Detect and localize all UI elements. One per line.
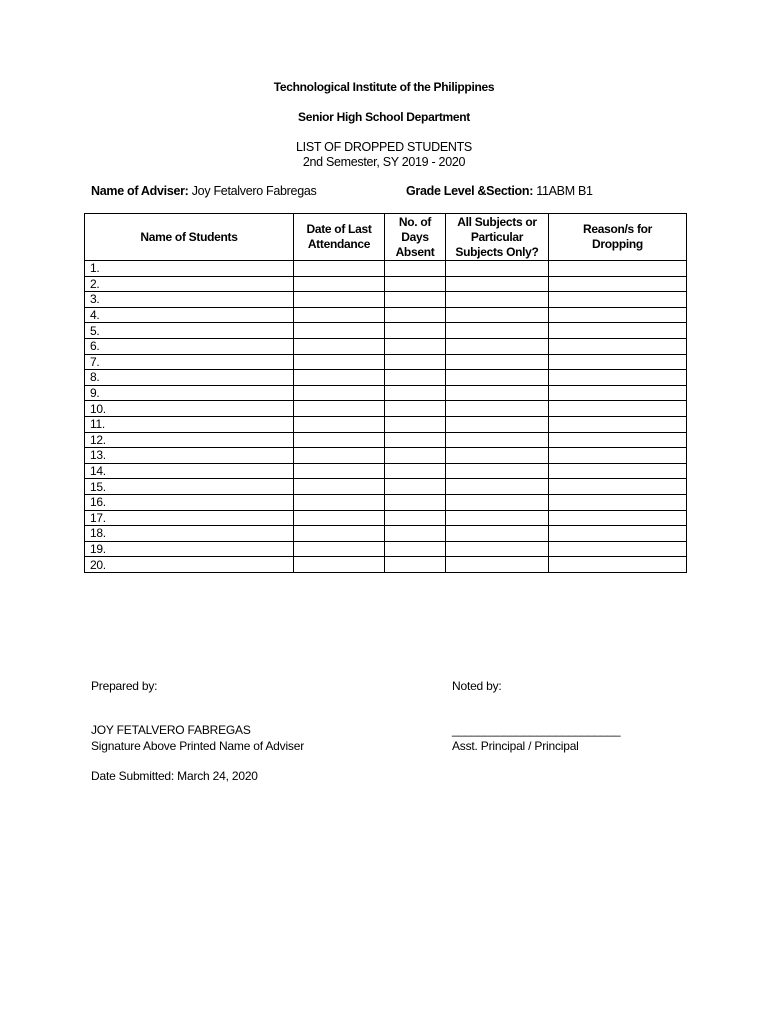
table-row [85, 354, 687, 370]
row-number: 2. [85, 276, 294, 292]
empty-cell [549, 307, 687, 323]
table-row [85, 276, 687, 292]
empty-cell [294, 261, 385, 277]
empty-cell [385, 307, 446, 323]
semester-line: 2nd Semester, SY 2019 - 2020 [302, 155, 466, 169]
row-number: 11. [85, 416, 294, 432]
table-row [85, 557, 687, 573]
empty-cell [446, 276, 549, 292]
empty-cell [446, 261, 549, 277]
adviser-value: Joy Fetalvero Fabregas [191, 184, 317, 198]
empty-cell [385, 432, 446, 448]
adviser-label: Name of Adviser: [91, 184, 189, 198]
form-title: LIST OF DROPPED STUDENTS [296, 140, 472, 154]
empty-cell [294, 463, 385, 479]
row-number: 8. [85, 370, 294, 386]
empty-cell [294, 541, 385, 557]
table-row [85, 323, 687, 339]
empty-cell [549, 338, 687, 354]
table-row [85, 370, 687, 386]
empty-cell [549, 526, 687, 542]
table-row [85, 261, 687, 277]
row-number: 5. [85, 323, 294, 339]
empty-cell [549, 541, 687, 557]
empty-cell [549, 448, 687, 464]
table-row [85, 432, 687, 448]
empty-cell [294, 292, 385, 308]
empty-cell [549, 479, 687, 495]
empty-cell [385, 494, 446, 510]
empty-cell [549, 354, 687, 370]
empty-cell [385, 463, 446, 479]
empty-cell [385, 292, 446, 308]
table-row [85, 338, 687, 354]
empty-cell [385, 541, 446, 557]
empty-cell [446, 307, 549, 323]
empty-cell [294, 494, 385, 510]
institution-name: Technological Institute of the Philippines [273, 80, 495, 94]
table-row [85, 401, 687, 417]
empty-cell [446, 510, 549, 526]
empty-cell [446, 338, 549, 354]
row-number: 18. [85, 526, 294, 542]
table-row [85, 385, 687, 401]
table-row [85, 416, 687, 432]
empty-cell [446, 292, 549, 308]
empty-cell [549, 510, 687, 526]
row-number: 16. [85, 494, 294, 510]
row-number: 4. [85, 307, 294, 323]
empty-cell [385, 261, 446, 277]
column-header-days-absent: No. of Days Absent [385, 214, 446, 261]
table-row [85, 494, 687, 510]
row-number: 10. [85, 401, 294, 417]
empty-cell [446, 370, 549, 386]
row-number: 14. [85, 463, 294, 479]
row-number: 3. [85, 292, 294, 308]
empty-cell [294, 323, 385, 339]
empty-cell [446, 526, 549, 542]
grade-section-info [406, 184, 593, 198]
empty-cell [294, 370, 385, 386]
empty-cell [549, 385, 687, 401]
grade-section-value: 11ABM B1 [536, 184, 593, 198]
empty-cell [294, 354, 385, 370]
column-header-name: Name of Students [85, 214, 294, 261]
adviser-printed-name: JOY FETALVERO FABREGAS [91, 723, 251, 737]
principal-signature-caption: Asst. Principal / Principal [452, 739, 579, 753]
empty-cell [549, 276, 687, 292]
table-row [85, 463, 687, 479]
empty-cell [446, 494, 549, 510]
table-row [85, 541, 687, 557]
empty-cell [385, 557, 446, 573]
adviser-signature-caption: Signature Above Printed Name of Adviser [91, 739, 304, 753]
table-header-row [85, 214, 687, 261]
empty-cell [385, 479, 446, 495]
empty-cell [385, 385, 446, 401]
empty-cell [385, 323, 446, 339]
empty-cell [294, 510, 385, 526]
empty-cell [446, 463, 549, 479]
empty-cell [446, 354, 549, 370]
empty-cell [446, 541, 549, 557]
column-header-date: Date of Last Attendance [294, 214, 385, 261]
empty-cell [446, 557, 549, 573]
principal-signature-line: __________________________ [452, 723, 621, 737]
empty-cell [385, 276, 446, 292]
empty-cell [294, 432, 385, 448]
empty-cell [294, 416, 385, 432]
row-number: 20. [85, 557, 294, 573]
empty-cell [385, 448, 446, 464]
empty-cell [549, 292, 687, 308]
empty-cell [549, 494, 687, 510]
table-row [85, 292, 687, 308]
empty-cell [549, 557, 687, 573]
empty-cell [294, 307, 385, 323]
table-row [85, 510, 687, 526]
empty-cell [446, 479, 549, 495]
empty-cell [385, 526, 446, 542]
table-body [85, 261, 687, 573]
empty-cell [294, 276, 385, 292]
row-number: 1. [85, 261, 294, 277]
adviser-info [91, 184, 316, 198]
empty-cell [385, 370, 446, 386]
empty-cell [446, 432, 549, 448]
row-number: 19. [85, 541, 294, 557]
table-row [85, 526, 687, 542]
empty-cell [385, 510, 446, 526]
empty-cell [549, 416, 687, 432]
date-submitted: Date Submitted: March 24, 2020 [91, 769, 258, 783]
empty-cell [549, 432, 687, 448]
row-number: 17. [85, 510, 294, 526]
table-row [85, 448, 687, 464]
empty-cell [294, 448, 385, 464]
row-number: 13. [85, 448, 294, 464]
empty-cell [294, 557, 385, 573]
row-number: 15. [85, 479, 294, 495]
row-number: 7. [85, 354, 294, 370]
empty-cell [385, 416, 446, 432]
empty-cell [294, 401, 385, 417]
dropped-students-table [84, 213, 687, 573]
department-name: Senior High School Department [298, 110, 470, 124]
empty-cell [385, 401, 446, 417]
empty-cell [549, 323, 687, 339]
empty-cell [446, 416, 549, 432]
row-number: 6. [85, 338, 294, 354]
row-number: 9. [85, 385, 294, 401]
column-header-subjects: All Subjects or Particular Subjects Only? [446, 214, 549, 261]
empty-cell [446, 401, 549, 417]
empty-cell [446, 385, 549, 401]
empty-cell [549, 401, 687, 417]
empty-cell [385, 354, 446, 370]
empty-cell [385, 338, 446, 354]
noted-by-label: Noted by: [452, 679, 502, 693]
empty-cell [294, 338, 385, 354]
empty-cell [294, 526, 385, 542]
empty-cell [446, 323, 549, 339]
table-row [85, 479, 687, 495]
empty-cell [294, 385, 385, 401]
grade-section-label: Grade Level &Section: [406, 184, 534, 198]
empty-cell [294, 479, 385, 495]
empty-cell [549, 370, 687, 386]
row-number: 12. [85, 432, 294, 448]
empty-cell [549, 261, 687, 277]
empty-cell [549, 463, 687, 479]
table-row [85, 307, 687, 323]
empty-cell [446, 448, 549, 464]
column-header-reason: Reason/s for Dropping [549, 214, 687, 261]
prepared-by-label: Prepared by: [91, 679, 158, 693]
